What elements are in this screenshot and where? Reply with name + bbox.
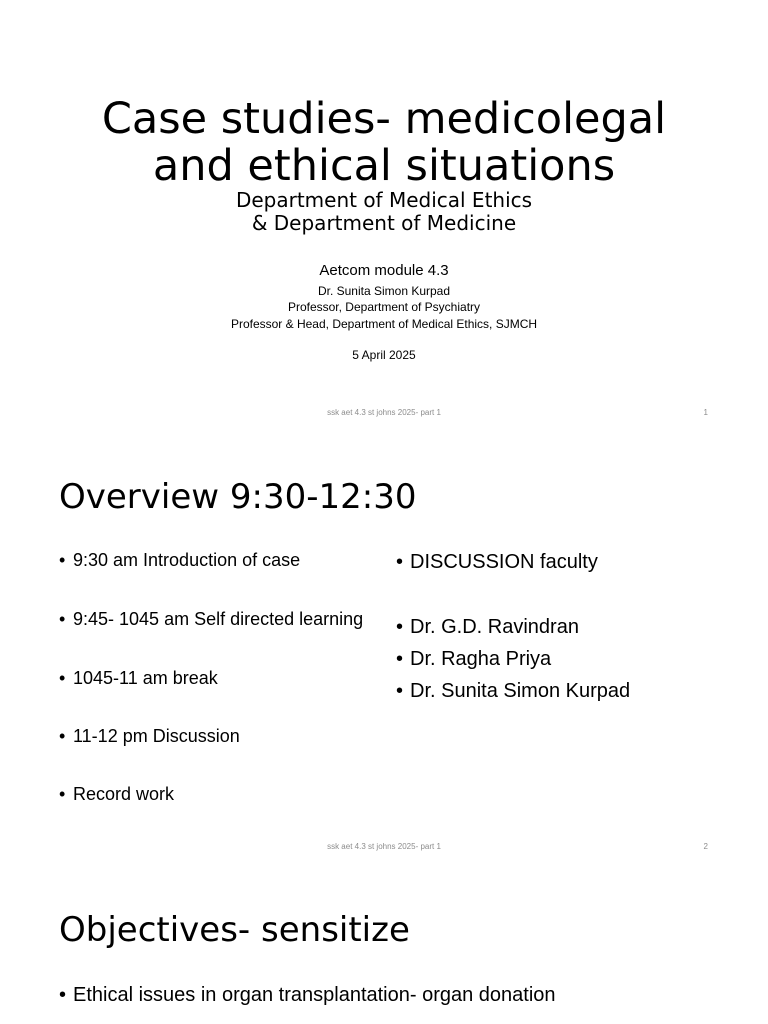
bullet-icon: • [59, 726, 66, 746]
list-item [59, 549, 301, 571]
list-item [396, 679, 631, 703]
slide-title: Overview 9:30-12:30 [59, 477, 417, 517]
slide-subtitle [0, 189, 768, 235]
bullet-icon: • [396, 648, 404, 670]
slide-title-line: Case studies- medicolegal [101, 94, 667, 144]
bullet-icon: • [59, 609, 66, 629]
list-item-text: 9:45- 1045 am Self directed learning [73, 609, 364, 629]
author-name: Dr. Sunita Simon Kurpad [317, 284, 451, 298]
list-item [59, 725, 240, 747]
list-item-text: Record work [73, 784, 175, 804]
list-item [59, 667, 218, 689]
page-number: 2 [703, 842, 708, 851]
slide-title [0, 96, 768, 190]
list-item-text: Dr. Ragha Priya [410, 648, 552, 670]
page-number: 1 [703, 408, 708, 417]
bullet-icon: • [59, 784, 66, 804]
list-item-text: Dr. G.D. Ravindran [410, 616, 579, 638]
author-role: Professor, Department of Psychiatry [287, 300, 481, 314]
list-item-text: Dr. Sunita Simon Kurpad [410, 680, 631, 702]
slide-3 [0, 868, 768, 1024]
list-item-text: DISCUSSION faculty [410, 551, 598, 573]
bullet-icon: • [59, 984, 67, 1006]
author-role: Professor & Head, Department of Medical Ethics, SJMCH [230, 317, 538, 331]
module-name: Aetcom module 4.3 [319, 262, 449, 279]
slide-subtitle-line: Department of Medical Ethics [235, 188, 533, 212]
bullet-icon: • [59, 668, 66, 688]
presentation-date: 5 April 2025 [352, 348, 416, 362]
list-item-text: 9:30 am Introduction of case [73, 550, 301, 570]
slide-2 [0, 434, 768, 868]
list-item [59, 983, 556, 1007]
bullet-icon: • [396, 680, 404, 702]
list-item [59, 608, 364, 630]
list-item-text: Ethical issues in organ transplantation- organ donation [73, 984, 556, 1006]
slide-1 [0, 0, 768, 434]
slide-footer: ssk aet 4.3 st johns 2025- part 1 [327, 408, 441, 417]
list-item [396, 615, 579, 639]
list-item [396, 647, 552, 671]
list-item [396, 550, 598, 574]
bullet-icon: • [396, 551, 404, 573]
bullet-icon: • [59, 550, 66, 570]
bullet-icon: • [396, 616, 404, 638]
list-item [59, 783, 175, 805]
list-item-text: 1045-11 am break [73, 668, 218, 688]
slide-title: Objectives- sensitize [59, 910, 410, 950]
slide-subtitle-line: & Department of Medicine [251, 211, 517, 235]
list-item-text: 11-12 pm Discussion [73, 726, 240, 746]
slide-footer: ssk aet 4.3 st johns 2025- part 1 [327, 842, 441, 851]
slide-title-line: and ethical situations [152, 141, 616, 191]
